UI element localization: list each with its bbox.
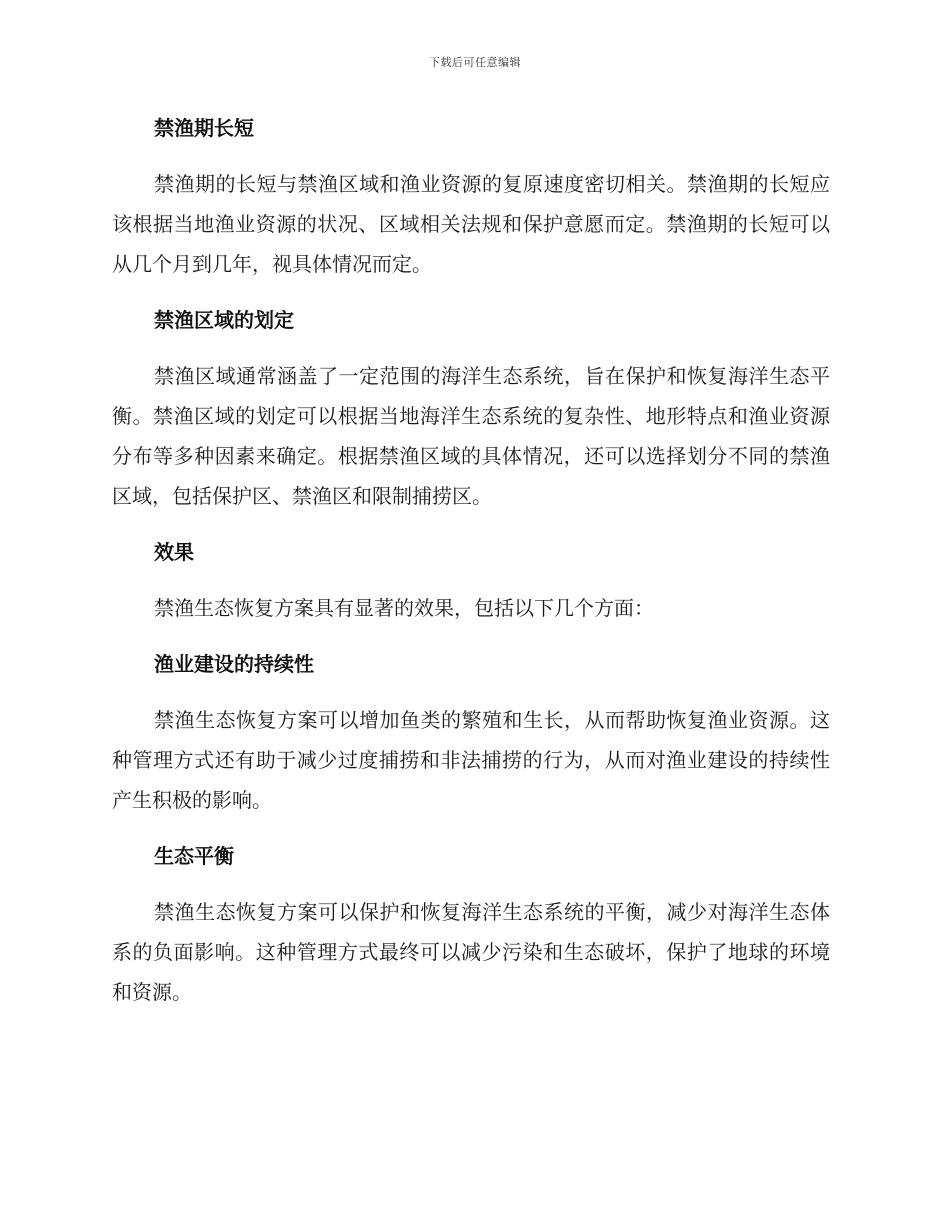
section-paragraph: 禁渔期的长短与禁渔区域和渔业资源的复原速度密切相关。禁渔期的长短应该根据当地渔业资源的状况、区域相关法规和保护意愿而定。禁渔期的长短可以从几个月到几年，视具体情况而定。 bbox=[112, 172, 830, 276]
section-heading: 禁渔区域的划定 bbox=[154, 308, 294, 332]
section-paragraph: 禁渔区域通常涵盖了一定范围的海洋生态系统，旨在保护和恢复海洋生态平衡。禁渔区域的划定可以根据当地海洋生态系统的复杂性、地形特点和渔业资源分布等多种因素来确定。根据禁渔区域的具体情况，还可以选择划分不同的禁渔区域，包括保护区、禁渔区和限制捕捞区。 bbox=[112, 364, 830, 508]
section-paragraph: 禁渔生态恢复方案具有显著的效果，包括以下几个方面： bbox=[154, 596, 654, 620]
section-paragraph: 禁渔生态恢复方案可以增加鱼类的繁殖和生长，从而帮助恢复渔业资源。这种管理方式还有助于减少过度捕捞和非法捕捞的行为，从而对渔业建设的持续性产生积极的影响。 bbox=[112, 708, 830, 812]
document-body bbox=[112, 108, 830, 1028]
section-heading: 效果 bbox=[154, 540, 194, 564]
section-heading: 禁渔期长短 bbox=[154, 116, 254, 140]
section-heading: 生态平衡 bbox=[154, 844, 234, 868]
page-header: 下载后可任意编辑 bbox=[429, 56, 521, 69]
section-paragraph: 禁渔生态恢复方案可以保护和恢复海洋生态系统的平衡，减少对海洋生态体系的负面影响。这种管理方式最终可以减少污染和生态破坏，保护了地球的环境和资源。 bbox=[112, 900, 830, 1004]
section-closed-season-length bbox=[112, 108, 830, 284]
section-heading: 渔业建设的持续性 bbox=[154, 652, 314, 676]
section-fishery-sustainability bbox=[112, 644, 830, 820]
section-ecological-balance bbox=[112, 836, 830, 1012]
section-effects bbox=[112, 532, 830, 628]
section-closed-area-zoning bbox=[112, 300, 830, 516]
